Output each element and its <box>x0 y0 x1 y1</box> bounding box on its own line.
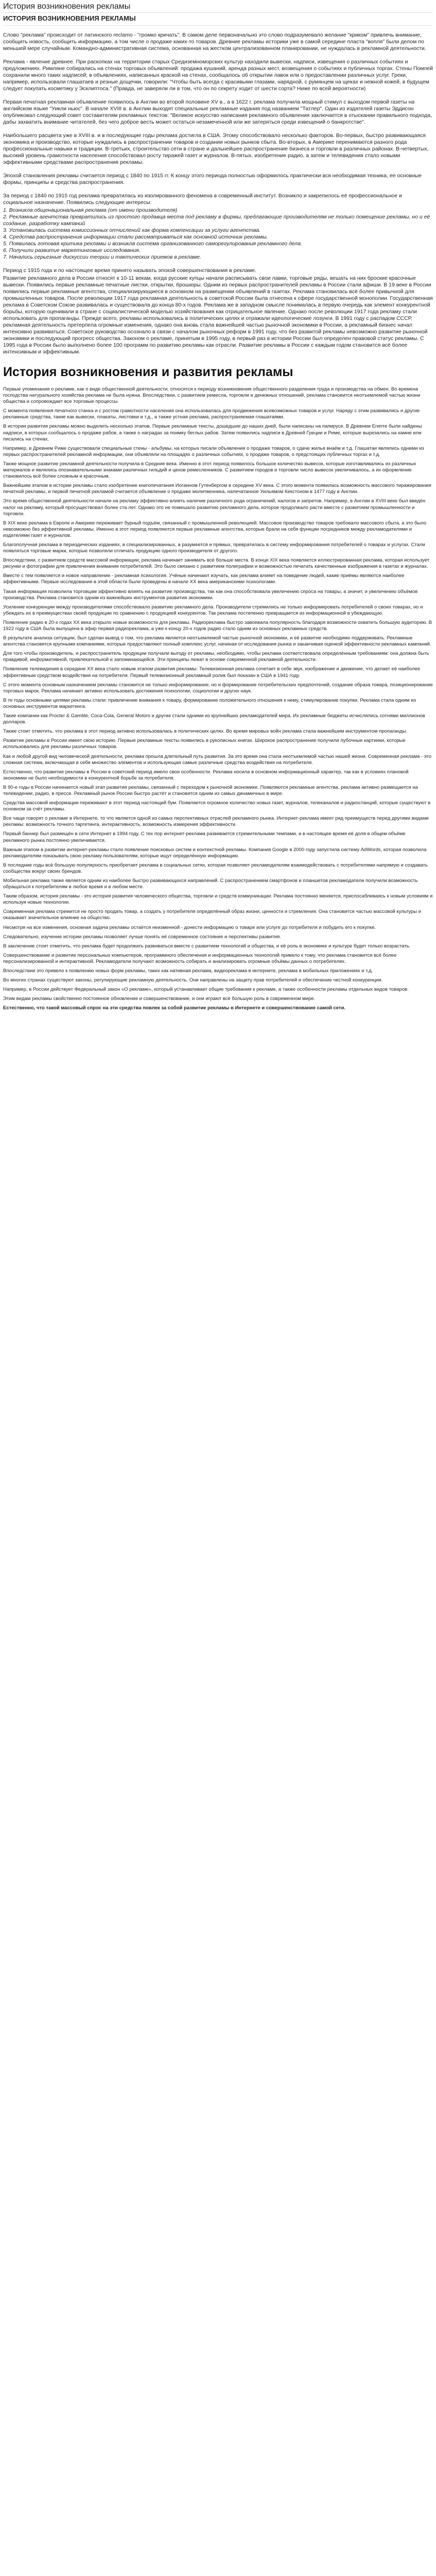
paragraph: Это время общественной деятельности начали на рекламу эффективно влиять наличие различного рода ограничений, налогов и запретов. Например, в Англии в XVIII веке был введён налог на рекламу, который просуществовал более ста лет. Однако это не помешало развитию рекламного дела, которое продолжало расти вместе с развитием промышленности и торговли. <box>3 498 426 517</box>
closing-paragraph <box>3 1005 433 1011</box>
list-item: 2. Рекламные агентства превратились из простого продавца места под рекламу в фирмы, предлагающие производителям не только помещение рекламы, но и её создание, разработку кампаний <box>3 214 430 227</box>
paragraph: Таким образом, история рекламы - это история развития человеческого общества, торговли и средств коммуникации. Реклама постоянно меняется, приспосабливаясь к новым условиям и используя новые технологии. <box>3 893 433 906</box>
list-item: 7. Начались серьезные дискуссии теории и тактических приемов в рекламе. <box>3 254 201 260</box>
paragraph: Первый баннер был размещён в сети Интернет в 1994 году. С тех пор интернет-реклама развивается стремительными темпами, и в настоящее время её доля в общем объёме рекламного рынка постоянно увеличивается. <box>3 831 406 843</box>
numbered-list <box>3 207 433 261</box>
paragraph: В последние годы всё большую популярность приобретает реклама в социальных сетях, которая позволяет рекламодателям взаимодействовать с потребителями напрямую и создавать сообщества вокруг своих брендов. <box>3 862 428 874</box>
paragraph: Развитие рекламы в России имеет свою историю. Первые рекламные тексты появились в рукописных книгах. Широкое распространение получили лубочные картинки, которые использовались для рекламы различных товаров. <box>3 738 406 750</box>
paragraph: Вместе с тем появляется и новое направление - рекламная психология. Учёные начинают изучать, как реклама влияет на поведение людей, какие приёмы являются наиболее эффективными. Первые исследования в этой области были проведены в начале XX века американскими психологами. <box>3 573 405 585</box>
closing-text: Естественно, что такой массовый спрос на эти средства повлек за собой развитие рекламы в Интернете и совершенствование самой сети. <box>3 1005 346 1011</box>
paragraph: Совершенствование и развитие персональных компьютеров, программного обеспечения и информационных технологий привело к тому, что реклама становится всё более персонализированной и интерактивной. Рекламодатели получают возможность собирать и анализировать огромные объёмы данных о потребителях. <box>3 952 397 964</box>
paragraph: Естественно, что развитие рекламы в России в советский период имело свои особенности. Реклама носила в основном информационный характер, так как в условиях плановой экономики не было необходимости в конкурентной борьбе за потребителя. <box>3 769 409 781</box>
paragraph: Благополучная реклама в периодических изданиях, в специализированных, а разумеется и прямых, превратилась в систему информирования потребителей о товарах и услугах. Стали появляться торговые марки, которые позволяли отличать продукцию одного производителя от другого. <box>3 541 425 554</box>
paragraph: Первые упоминания о рекламе, как о виде общественной деятельности, относятся к периоду возникновения общественного разделения труда и производства на обмен. Во времена господства натурального хозяйства реклама не была нужна. Впоследствии, с развитием ремесла, торговли и денежных отношений, реклама становится неотъемлемой частью жизни общества и сопровождает все торговые процессы. <box>3 386 421 405</box>
paragraph: Развитие рекламного дела в России относят к 10-11 векам, когда русские купцы начали расписывать свои лавки, торговые ряды, вешать на них броские красочные вывески. Появились первые рекламные печатные листки, открытки, брошюры. Одним из первых распространителей рекламы в России стали афиши. В 19 веке в России появились первые рекламные агентства, специализирующиеся в основном на размещении объявлений в газетах. Реклама становилась всё более привычной для промышленных товаров. После революции 1917 года рекламная деятельность в советской России была отнесена к сфере государственной монополии. Государственная реклама в Советском Союзе развивалась и существовала до конца 80-х годов. Реклама же в западном смысле понималась в первую очередь как элемент конкурентной борьбы, которую оценивали в стране с социалистической моделью хозяйствования как отрицательное явление. Однако после революции 1917 года рекламу стали использовать для пропаганды. Прежде всего, рекламы использовались в политических целях и отражали идеологические лозунги. В 1991 году с распадом СССР, рекламная деятельность претерпела огромные изменения, однако она вновь стала важнейшей частью рыночной экономики в России, а рекламный бизнес начал интенсивно развиваться. Советское руководство осознало в связи с началом рыночных реформ в 1991 году, что без развитой рекламы невозможно развитие рыночной экономики и последующий прогресс общества. Законом о рекламе, принятым в 1995 году, в первый раз в истории России был определен правовой статус рекламы. С 1995 года в России было выполнено более 100 программ по развитию рекламы как отрасли. Развитие рекламы в России с каждым годом становится всё более интенсивным и эффективным. <box>3 275 433 355</box>
paragraph: Такие компании как Procter & Gamble, Coca-Cola, General Motors и другие стали одними из крупнейших рекламодателей мира. Их рекламные бюджеты исчислялись сотнями миллионов долларов. <box>3 713 425 725</box>
paragraph: Например, в России действует Федеральный закон «О рекламе», который устанавливает общие требования к рекламе, а также особенности рекламы отдельных видов товаров. <box>3 987 409 993</box>
paragraph: Также мощное развитие рекламной деятельности получила в Средние века. Именно в этот период появилось большое количество вывесок, которые изготавливались из различных материалов и являлись опознавательными знаками различных гильдий и цехов ремесленников. С развитием городов и торговли число вывесок увеличивалось, а их оформление становилось всё более сложным и красочным. <box>3 461 416 480</box>
paragraph: В 90-е годы в России начинается новый этап развития рекламы, связанный с переходом к рыночной экономике. Появляются рекламные агентства, реклама активно размещается на телевидении, радио, в прессе. Рекламный рынок России быстро растёт и становится одним из самых динамичных в мире. <box>3 784 418 796</box>
section-origin <box>3 32 433 355</box>
paragraph: Такая информация позволила торговцам эффективно влиять на развитие производства, так как она способствовала увеличению спроса на товары, а значит, и увеличению объёмов производства. Реклама становится одним из важнейших инструментов развития экономики. <box>3 588 418 601</box>
paragraph: В истории развития рекламы можно выделить несколько этапов. Первые рекламные тексты, дошедшие до наших дней, были написаны на папирусе. В Древнем Египте были найдены надписи, в которых сообщалось о продаже рабов, а также о наградах за поимку беглых рабов. Затем появились надписи в Древней Греции и Риме, которые вырезались на камне или писались на стенах. <box>3 423 422 442</box>
paragraph: Усиление конкуренции между производителями способствовало развитию рекламного дела. Производители стремились не только информировать потребителей о своих товарах, но и убеждать их в преимуществах своей продукции по сравнению с продукцией конкурентов. Так реклама постепенно превращается из информационной в убеждающую. <box>3 604 423 616</box>
paragraph: Первая печатная рекламная объявление появилось в Англии во второй половине XV в., а в 1622 г. реклама получила мощный стимул с выходом первой газеты на английском языке "Уикли ньюс". В начале XVIII в. в Англии выходят специальные рекламные издания под названием "Татлер". Один из издателей газеты Эддисон опубликовал следующий совет составителям рекламных текстов: "Великое искусство написания рекламного объявления заключается в отыскании правильного подхода, дабы захватить внимание читателей, без чего доброе весть может остаться незамеченной или же затеряться среди извещений о банкротстве". <box>3 99 432 125</box>
paragraph: Период с 1915 года и по настоящее время принято называть эпохой совершенствования в рекламе. <box>3 267 256 274</box>
paragraph: Во многих странах существуют законы, регулирующие рекламную деятельность. Они направлены на защиту прав потребителей и обеспечение честной конкуренции. <box>3 977 383 984</box>
list-item: 6. Получили развитие маркетинговые исследования. <box>3 247 141 253</box>
paragraph: Важнейшим этапом в истории рекламы стало изобретение книгопечатания Иоганном Гутенбергом в середине XV века. С этого момента появилась возможность массового тиражирования печатной рекламы, и первой печатной рекламой считается объявление о продаже молитвенника, напечатанное Уильямом Кекстоном в 1477 году в Англии. <box>3 483 431 495</box>
paragraph: Реклама - явление древнее. При раскопках на территории старых Средиземноморских культур находили вывески, надписи, извещения о различных событиях и предложениях. Римляне собирались на стенах торговых объявлений: продажа кушаний, аренда разных мест, возвещения о событиях и публичных торгах. Стены Помпей сохранили много таких надписей; в объявлениях, написанных краской на стенах, сообщалось об открытии лавок или о предоставлении различных услуг. Греки, например, использовали глашатаев и резные дощечки, говорили: "Чтобы быть всегда с красивыми глазами, нарядной, с румянцем на щеках и нежной кожей, в будущем следует покупать косметику у Эсклиптоса." (Правда, не заверяли ли в том, что он по секрету ходит от шести сорта? Ниже по всей вероятности) <box>3 59 433 92</box>
paragraph: Современная реклама стремится не просто продать товар, а создать у потребителя определённый образ жизни, ценности и стремления. Она становится частью массовой культуры и оказывает значительное влияние на общество. <box>3 909 422 921</box>
paragraph: В заключение стоит отметить, что реклама будет продолжать развиваться вместе с развитием технологий и общества, и её роль в экономике и культуре будет только возрастать. <box>3 943 411 949</box>
paragraph: Мобильная реклама также является одним из наиболее быстро развивающихся направлений. С распространением смартфонов и планшетов рекламодатели получили возможность обращаться к потребителям в любое время и в любом месте. <box>3 878 418 890</box>
paragraph: В XIX веке реклама в Европе и Америке переживает бурный подъём, связанный с промышленной революцией. Массовое производство товаров требовало массового сбыта, а это было невозможно без эффективной рекламы. Именно в этот период появляются первые рекламные агентства, которые брали на себя функции посредников между рекламодателями и издателями газет и журналов. <box>3 520 427 538</box>
list-item: 4. Средства распространения информации стали рассматриваться как основной источник рекламы. <box>3 234 268 240</box>
page-subtitle: ИСТОРИЯ ВОЗНИКНОВЕНИЯ РЕКЛАМЫ <box>3 13 433 26</box>
paragraph: Впоследствии это привело к появлению новых форм рекламы, таких как нативная реклама, видеореклама в интернете, реклама в мобильных приложениях и т.д. <box>3 968 373 974</box>
paragraph: Эпохой становления рекламы считается период с 1840 по 1915 гг. К концу этого периода полностью оформилось практически вся необходимая техника, ее основные формы, принципы и средства распространения. <box>3 173 422 185</box>
list-item: 3. Установилась система комиссионных отчислений как форма компенсации за услуги агентства. <box>3 227 261 233</box>
paragraph: Несмотря на все изменения, основная задача рекламы остаётся неизменной - донести информацию о товаре или услуге до потребителя и побудить его к покупке. <box>3 924 376 930</box>
paragraph: В те годы основными целями рекламы стали: привлечение внимания к товару, формирование положительного отношения к нему, стимулирование покупки. Реклама стала одним из основных инструментов маркетинга. <box>3 697 416 709</box>
paragraph: Слово "реклама" происходит от латинского reclamo - "громко кричать". В самом деле первоначально это слово подразумевало желание "криком" привлечь внимание, сообщить новость, сообщить информацию, а том числе о продаже каких-то товаров. Древние рекламы историки уже в самой середине пласта "вопля" были делом по меньшей мере случайным. Командно-административная система, основанная на жестком централизованном планировании, не нуждалась в рекламной деятельности. <box>3 32 426 52</box>
paragraph: Этим видам рекламы свойственно постоянное обновление и совершенствование, и они играют всё большую роль в современном мире. <box>3 996 316 1002</box>
paragraph: Появление телевидения в середине XX века стало новым этапом развития рекламы. Телевизионная реклама сочетает в себе звук, изображение и движение, что делает её наиболее эффективным средством воздействия на потребителя. Первый телевизионный рекламный ролик был показан в США в 1941 году. <box>3 666 421 679</box>
list-item: 5. Появилась готовая критика рекламы и возникла система организованного саморегулирования рекламного дела. <box>3 241 302 247</box>
paragraph: Все чаще говорят о рекламе в Интернете, то что является одной из самых перспективных отраслей рекламного рынка. Интернет-реклама имеет ряд преимуществ перед другими видами рекламы: возможность точного таргетинга, интерактивность, возможность измерения эффективности. <box>3 816 429 828</box>
document-page <box>0 0 436 1012</box>
section-history <box>3 386 433 1002</box>
paragraph: Наибольшего расцвета уже в XVIII в. и в последующие годы реклама достигла в США. Этому способствовало несколько факторов. Во-первых, быстро развивающаяся экономика и производство, которые нуждались в распространении товаров и создании новых рынков сбыта. Во-вторых, в Америке перенимаются разного рода профессиональные навыки и традиции. В-третьих, строительство сети в стране и дальнейшее распространение бизнеса и торговли в различных районах. В-четвертых, высокий уровень грамотности населения способствовал росту тиражей газет и журналов. В-пятых, изобретение радио, а затем и телевидения стало новыми эффективными средствами распространения рекламы. <box>3 132 429 165</box>
paragraph: Впоследствии, с развитием средств массовой информации, реклама начинает занимать всё больше места. В конце XIX века появляется иллюстрированная реклама, которая использует рисунки и фотографии для привлечения внимания потребителей. Это было связано с развитием полиграфии и возможностью печатать качественные изображения в газетах и журналах. <box>3 557 430 570</box>
paragraph: В результате анализа ситуации, был сделан вывод о том, что реклама является неотъемлемой частью рыночной экономики, и её развитие необходимо поддерживать. Рекламные агентства становятся крупными компаниями, которые предоставляют полный комплекс услуг, начиная от исследования рынка и заканчивая оценкой эффективности рекламных кампаний. <box>3 635 431 648</box>
paragraph: За период с 1840 по 1915 год реклама превратилась из изолированного феномена в современный институт. Возникло и закрепилось её профессиональное и социальное назначение. Появились следующие интересы: <box>3 193 402 206</box>
paragraph: С момента появления печатного станка и с ростом грамотности населения она использовалась для продвижения всевозможных товаров и услуг. Наряду с этим развивались и другие рекламные средства, такие как вывески, плакаты, листовки и т.д., а также устная реклама, распространяемая глашатаями. <box>3 408 420 420</box>
paragraph: Также стоит отметить, что реклама в этот период активно использовалась в политических целях. Во время мировых войн реклама стала важнейшим инструментом пропаганды. <box>3 728 408 735</box>
page-title: История возникновения рекламы <box>3 0 433 13</box>
paragraph: Для того чтобы производитель, и распространитель продукции получали выгоду от рекламы, необходимо, чтобы реклама соответствовала определённым требованиям: она должна быть правдивой, информативной, привлекательной и запоминающейся. Эти принципы лежат в основе современной рекламной деятельности. <box>3 651 429 663</box>
paragraph: Важным этапом в развитии интернет-рекламы стало появление поисковых систем и контекстной рекламы. Компания Google в 2000 году запустила систему AdWords, которая позволила рекламодателям показывать свою рекламу пользователям, которые ищут определённую информацию. <box>3 846 427 859</box>
section-heading: История возникновения и развития рекламы <box>3 365 293 379</box>
list-item: 1. Возникла общенациональная реклама (от имени производителя) <box>3 207 178 213</box>
paragraph: Средства массовой информации переживают в этот период настоящий бум. Появляется огромное количество новых газет, журналов, телеканалов и радиостанций, которые существуют в основном за счёт рекламы. <box>3 800 431 812</box>
paragraph: С этого момента основным назначением рекламы становится не только информирование, но и формирование потребительских предпочтений, создание образа товара, позиционирование торговых марок. Реклама начинает активно использовать достижения психологии, социологии и других наук. <box>3 682 433 694</box>
paragraph: Например, в Древнем Риме существовали специальные стены - альбумы, на которых писали объявления о продаже товаров, о сдаче жилья внаём и т.д. Глашатаи являлись одними из первых распространителей рекламной информации, они объявляли на площадях о различных событиях, о продаже товаров, о предстоящих публичных торгах и т.д. <box>3 445 424 457</box>
paragraph: Как и любой другой вид человеческой деятельности, реклама прошла длительный путь развития. За это время она стала неотъемлемой частью нашей жизни. Современная реклама - это сложная система, включающая в себя множество элементов и использующая самые различные средства воздействия на потребителя. <box>3 753 432 766</box>
paragraph: Следовательно, изучение истории рекламы позволяет лучше понять её современное состояние и перспективы развития. <box>3 934 281 940</box>
paragraph: Появление радио в 20-х годах XX века открыло новые возможности для рекламы. Радиореклама быстро завоевала популярность благодаря возможности охватить большую аудиторию. В 1922 году в США была выпущена в эфир первая радиореклама, а уже к концу 20-х годов радио стало одним из основных рекламных средств. <box>3 619 432 632</box>
